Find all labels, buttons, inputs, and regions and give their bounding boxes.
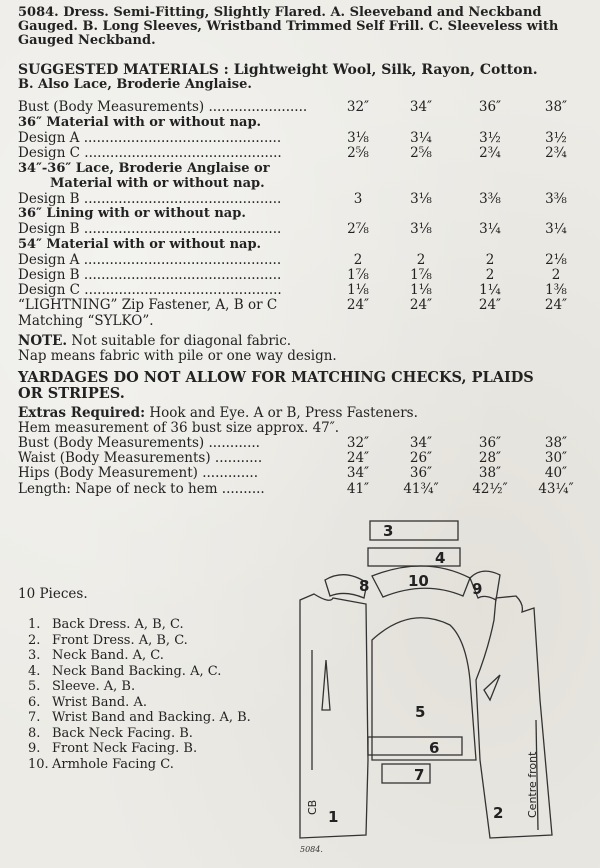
piece-text: Front Neck Facing. B. xyxy=(52,741,198,756)
cell-value: 3½ xyxy=(479,130,501,146)
measurement-row xyxy=(18,466,578,481)
cell-value: 3⅛ xyxy=(347,130,369,146)
piece-number: 4. xyxy=(28,663,41,679)
cell-value: 41¾″ xyxy=(403,481,439,497)
piece-text: Back Neck Facing. B. xyxy=(52,725,193,741)
sylko-line: Matching “SYLKO”. xyxy=(18,313,154,329)
size-header-label: Bust (Body Measurements) ....................... xyxy=(18,99,308,115)
yardage-row xyxy=(18,222,578,237)
piece-label-2: 2 xyxy=(493,804,504,822)
piece-item xyxy=(28,648,164,664)
cell-value: 34″ xyxy=(409,435,433,451)
row-label: Hips (Body Measurement) ............. xyxy=(18,465,259,481)
row-label: Waist (Body Measurements) ........... xyxy=(18,450,263,466)
row-label: Design A .............................................. xyxy=(18,130,282,146)
cell-value: 3⅜ xyxy=(545,191,567,207)
cell-value: 2⅞ xyxy=(347,221,369,237)
cell-value: 34″ xyxy=(346,465,370,481)
cell-value: 41″ xyxy=(346,481,370,497)
centre-back-label: CB xyxy=(306,799,319,815)
row-label: Design B .............................................. xyxy=(18,191,282,207)
cell-value: 2⅝ xyxy=(347,145,369,161)
yardage-row xyxy=(18,268,578,283)
neck-band-backing-piece xyxy=(368,548,460,566)
piece-item xyxy=(28,741,197,757)
yardage-warning-line-2: OR STRIPES. xyxy=(18,385,125,402)
extras-line-1 xyxy=(18,405,418,421)
piece-item xyxy=(28,617,184,633)
section-lace-title: 34″-36″ Lace, Broderie Anglaise or xyxy=(18,161,270,176)
pattern-description-line-2: Gauged. B. Long Sleeves, Wristband Trimmed Self Frill. C. Sleeveless with xyxy=(18,19,559,34)
wrist-band-piece xyxy=(368,737,462,755)
cell-value: 26″ xyxy=(409,450,433,466)
yardage-row xyxy=(18,283,578,298)
sleeve-piece xyxy=(372,618,476,760)
piece-number: 7. xyxy=(28,710,41,725)
section-54-material-title: 54″ Material with or without nap. xyxy=(18,237,262,252)
cell-value: 1¼ xyxy=(479,282,501,298)
catalog-mark: 5084. xyxy=(300,845,323,854)
size-36: 36″ xyxy=(478,99,502,115)
piece-number: 9. xyxy=(28,741,41,756)
piece-text: Back Dress. A, B, C. xyxy=(52,617,184,632)
cell-value: 30″ xyxy=(544,450,568,466)
front-dress-piece xyxy=(476,596,552,838)
extras-text: Hook and Eye. A or B, Press Fasteners. xyxy=(145,405,418,421)
cell-value: 3½ xyxy=(545,130,567,146)
cell-value: 1⅞ xyxy=(347,267,369,283)
piece-item xyxy=(28,664,221,680)
piece-item xyxy=(28,679,135,695)
cell-value: 2¾ xyxy=(545,145,567,161)
size-header-row xyxy=(18,100,578,115)
cell-value: 1⅛ xyxy=(410,282,432,298)
row-label: Design C .............................................. xyxy=(18,282,282,298)
row-label: Bust (Body Measurements) ............ xyxy=(18,435,260,451)
zip-fastener-row xyxy=(18,298,578,313)
cell-value: 2¾ xyxy=(479,145,501,161)
piece-label-7: 7 xyxy=(414,766,425,784)
section-36-material-title: 36″ Material with or without nap. xyxy=(18,115,262,130)
piece-item xyxy=(28,695,147,711)
row-label: “LIGHTNING” Zip Fastener, A, B or C xyxy=(18,297,278,313)
cell-value: 3¼ xyxy=(545,221,567,237)
yardage-warning-line-1: YARDAGES DO NOT ALLOW FOR MATCHING CHECKS, PLAIDS xyxy=(18,369,534,386)
cell-value: 24″ xyxy=(544,297,568,313)
piece-text: Sleeve. A, B. xyxy=(52,679,136,694)
cell-value: 1⅛ xyxy=(347,282,369,298)
cell-value: 1⅜ xyxy=(545,282,567,298)
measurement-row xyxy=(18,436,578,451)
cell-value: 3 xyxy=(353,191,363,207)
size-34: 34″ xyxy=(409,99,433,115)
cell-value: 3⅛ xyxy=(410,221,432,237)
row-label: Design A .............................................. xyxy=(18,252,282,268)
piece-number: 6. xyxy=(28,694,41,710)
pattern-description-line-3: Gauged Neckband. xyxy=(18,33,156,48)
pieces-title: 10 Pieces. xyxy=(18,586,88,602)
piece-number: 1. xyxy=(28,617,41,632)
cell-value: 2 xyxy=(485,252,495,268)
cell-value: 1⅞ xyxy=(410,267,432,283)
cell-value: 2 xyxy=(485,267,495,283)
row-label: Length: Nape of neck to hem .......... xyxy=(18,481,265,497)
front-dart-mark xyxy=(484,675,500,700)
note-line-1 xyxy=(18,333,291,349)
pattern-description-line-1: 5084. Dress. Semi-Fitting, Slightly Flared. A. Sleeveband and Neckband xyxy=(18,5,542,20)
piece-text: Neck Band. A, C. xyxy=(52,648,164,663)
piece-label-4: 4 xyxy=(435,549,446,567)
cell-value: 24″ xyxy=(346,297,370,313)
piece-number: 2. xyxy=(28,632,41,648)
piece-number: 3. xyxy=(28,648,41,663)
section-lining-title: 36″ Lining with or without nap. xyxy=(18,206,246,221)
cell-value: 2⅝ xyxy=(410,145,432,161)
note-label: NOTE. xyxy=(18,333,68,349)
cell-value: 3¼ xyxy=(410,130,432,146)
piece-label-3: 3 xyxy=(383,522,394,540)
measurement-row xyxy=(18,482,578,497)
cell-value: 2 xyxy=(353,252,363,268)
piece-item xyxy=(28,726,193,742)
piece-text: Neck Band Backing. A, C. xyxy=(52,663,222,679)
size-38: 38″ xyxy=(544,99,568,115)
yardage-row xyxy=(18,146,578,161)
row-label: Design B .............................................. xyxy=(18,267,282,283)
cell-value: 24″ xyxy=(346,450,370,466)
piece-number: 10. xyxy=(28,756,49,772)
piece-text: Armhole Facing C. xyxy=(52,756,174,772)
cell-value: 24″ xyxy=(478,297,502,313)
piece-label-5: 5 xyxy=(415,703,426,721)
row-label: Design C .............................................. xyxy=(18,145,282,161)
cell-value: 2⅛ xyxy=(545,252,567,268)
centre-front-label: Centre front xyxy=(526,751,539,818)
measurement-row xyxy=(18,451,578,466)
cell-value: 36″ xyxy=(478,435,502,451)
piece-label-10: 10 xyxy=(408,572,429,590)
cell-value: 40″ xyxy=(544,465,568,481)
cell-value: 3¼ xyxy=(479,221,501,237)
cell-value: 3⅜ xyxy=(479,191,501,207)
cell-value: 3⅛ xyxy=(410,191,432,207)
cell-value: 2 xyxy=(416,252,426,268)
row-label: Design B .............................................. xyxy=(18,221,282,237)
cell-value: 36″ xyxy=(409,465,433,481)
pattern-layout-diagram xyxy=(290,510,560,860)
section-lace-title-2: Material with or without nap. xyxy=(50,176,265,191)
note-text: Not suitable for diagonal fabric. xyxy=(67,333,292,349)
piece-item xyxy=(28,710,251,726)
piece-number: 8. xyxy=(28,725,41,741)
cell-value: 2 xyxy=(551,267,561,283)
piece-text: Front Dress. A, B, C. xyxy=(52,632,188,648)
yardage-row xyxy=(18,131,578,146)
piece-label-8: 8 xyxy=(359,577,370,595)
piece-label-9: 9 xyxy=(472,580,483,598)
extras-label: Extras Required: xyxy=(18,405,146,421)
back-dart-mark xyxy=(322,660,330,710)
piece-text: Wrist Band and Backing. A, B. xyxy=(52,710,251,725)
cell-value: 38″ xyxy=(478,465,502,481)
suggested-materials-line-2: B. Also Lace, Broderie Anglaise. xyxy=(18,77,252,92)
piece-item xyxy=(28,757,174,773)
extras-line-2: Hem measurement of 36 bust size approx. 47″. xyxy=(18,420,340,436)
piece-label-1: 1 xyxy=(328,808,339,826)
cell-value: 43¼″ xyxy=(538,481,574,497)
piece-label-6: 6 xyxy=(429,739,440,757)
suggested-materials: SUGGESTED MATERIALS : Lightweight Wool, Silk, Rayon, Cotton. xyxy=(18,62,538,78)
yardage-row xyxy=(18,192,578,207)
piece-item xyxy=(28,633,188,649)
piece-number: 5. xyxy=(28,679,41,694)
cell-value: 42½″ xyxy=(472,481,508,497)
cell-value: 24″ xyxy=(409,297,433,313)
cell-value: 28″ xyxy=(478,450,502,466)
note-line-2: Nap means fabric with pile or one way design. xyxy=(18,348,337,364)
size-32: 32″ xyxy=(346,99,370,115)
cell-value: 32″ xyxy=(346,435,370,451)
cell-value: 38″ xyxy=(544,435,568,451)
yardage-row xyxy=(18,253,578,268)
piece-text: Wrist Band. A. xyxy=(52,694,147,710)
